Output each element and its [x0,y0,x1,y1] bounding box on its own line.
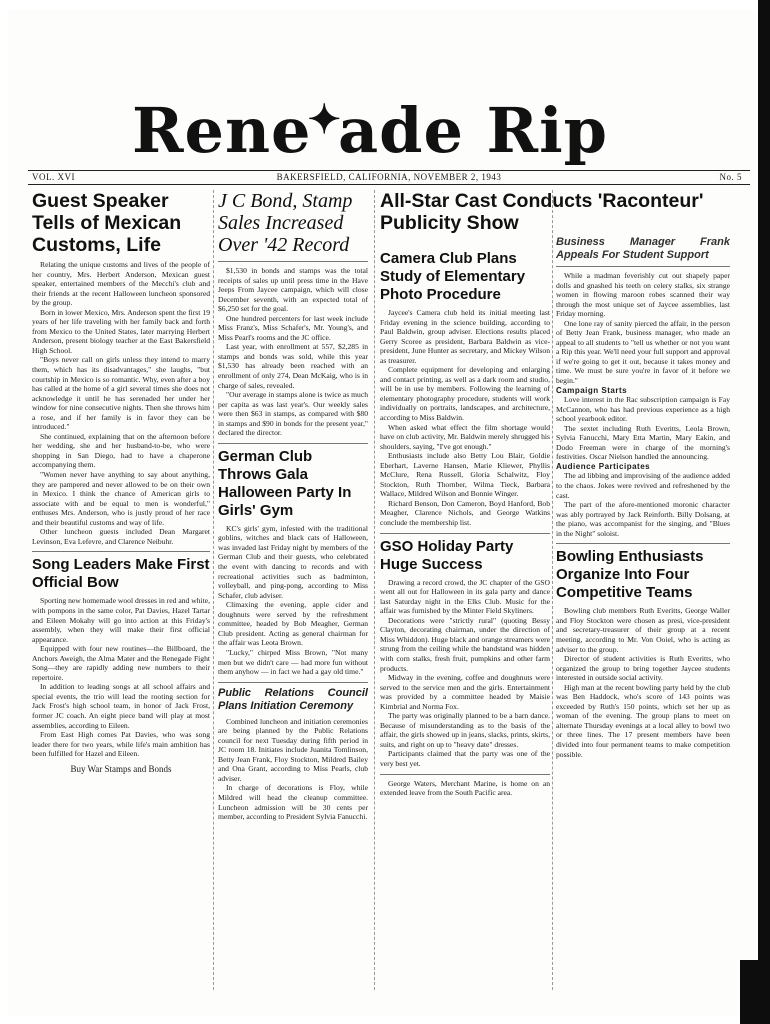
article-paragraph: Jaycee's Camera club held its initial meeting last Friday evening in the science building, according to Paul Baldwin, group adviser. Elections results placed Gerry Scoree as president, Barbara Baldwin as vice-president, June Hunter as secretary, and Mickey Wilson as treasurer. [380,308,550,365]
column-rule [213,190,214,990]
article-paragraph: When asked what effect the film shortage would have on club activity, Mr. Baldwin merely shrugged his shoulders, saying, "I've got enough." [380,422,550,451]
headline-bowling: Bowling Enthusiasts Organize Into Four Competitive Teams [556,548,704,602]
article-paragraph: One hundred percenters for last week include Miss Franz's, Miss Schafer's, Mr. Young's, and Miss Pearl's rooms and the JC office. [218,313,368,342]
article-paragraph: Climaxing the evening, apple cider and doughnuts were served by the refreshment committee, headed by Bob Meagher, German Club president. Acting as general chairman for the affair was Leota Brown. [218,600,368,648]
article-divider [380,774,550,775]
article-paragraph: "Our average in stamps alone is twice as much per capita as was last year's. Our weekly sales were then $63 in stamps, as compared with $80 in stamps and $90 in bonds for the present year," declared the director. [218,390,368,438]
headline-public-relations: Public Relations Council Plans Initiation Ceremony [218,686,368,712]
article-paragraph: KC's girls' gym, infested with the traditional goblins, witches and black cats of Halloween, was invaded last Friday night by members of the German Club and their guests, who celebrated the event with dancing to records and with recreational activities such as badminton, volleyball, and ping-pong, according to Miss Schafer, club adviser. [218,523,368,600]
scan-edge [758,0,770,1024]
column-rule [552,190,553,990]
article-paragraph: High man at the recent bowling party held by the club was Ben Haddock, who's score of 143 points was exceeded by Ruth's 150 points, which set her up as woman of the evening. The group plans to meet on alternate Thursday evenings at a local alley to bowl two or three lines. The 17 present members have been divided into four permanent teams to make competition possible. [556,682,730,759]
column-4 [556,236,730,759]
column-2 [218,190,368,822]
article-paragraph: The ad libbing and improvising of the audience added to the chaos. Jokes were revived and refreshened by the cast. [556,471,730,500]
issue-volume: VOL. XVI [32,172,75,182]
headline-bond-sales: J C Bond, Stamp Sales Increased Over '42 Record [218,190,353,256]
article-paragraph: "Women never have anything to say about anything, they are pampered and never allowed to be on their own in Mexico. I think the chance of American girls to associate with and be equal to men is wonderful," enthuses Mrs. Anderson, who is justly proud of her race and their beautiful customs and way of life. [32,470,210,527]
war-bonds-slogan: Buy War Stamps and Bonds [70,763,172,774]
issue-place-date: BAKERSFIELD, CALIFORNIA, NOVEMBER 2, 1943 [276,172,502,182]
headline-song-leaders: Song Leaders Make First Official Bow [32,556,210,592]
article-paragraph: Richard Benson, Don Cameron, Boyd Hanford, Bob Meagher, Clarence Nichols, and George Watkins conclude the membership list. [380,498,550,528]
article-paragraph: In addition to leading songs at all school affairs and special events, the trio will lead the rooting section for Jack Frost's high school team, in honor of Jack Frost, former JC coach. An eight piece band will play at most assemblies, according to Eileen. [32,682,210,730]
article-divider [380,533,550,534]
article-divider [556,266,730,267]
article-paragraph: Midway in the evening, coffee and doughnuts were served to the service men and the girls. Entertainment was provided by a committee headed by Maisie Kimbrial and Norma Fox. [380,673,550,711]
article-paragraph: $1,530 in bonds and stamps was the total receipts of sales up until press time in the Have Jeeps From Jaycee campaign, which will close December seventh, with an expected total of $6,250 set for the goal. [218,266,368,314]
masthead [40,94,700,167]
article-paragraph: In charge of decorations is Floy, while Mildred will head the cleanup committee. Luncheon admission will be 30 cents per member, according to President Sylvia Fanucchi. [218,783,368,822]
article-paragraph: Born in lower Mexico, Mrs. Anderson spent the first 19 years of her life traveling with her family back and forth from Mexico to the United States, later marrying Herbert Anderson, present biology teacher at the East Bakersfield High School. [32,307,210,355]
masthead-right: ade Rip [338,94,608,167]
article-paragraph: One lone ray of sanity pierced the affair, in the person of Betty Jean Frank, business manager, who made an appeal to all students to "tell us whether or not you want a Rip this year. We'll need your full support and approval if we're going to get it out, because it takes money and time. We must be sure you're in favor of it before we begin." [556,318,730,386]
column-rule [374,190,375,990]
subhead-business-manager: Business Manager Frank Appeals For Student Support [556,236,730,261]
article-paragraph: She continued, explaining that on the afternoon before her wedding, she and her husband-to-be, who were shopping in San Diego, had to have a chaperone accompanying them. [32,431,210,470]
scan-edge-bottom [740,960,770,1024]
article-divider [218,682,368,683]
issue-rule-top [28,170,750,171]
article-paragraph: While a madman feverishly cut out shapely paper dolls and gnashed his teeth on celery stalks, six strange women in flowing maroon robes scanned their way through the most unique set of Jaycee assemblies, last Friday morning. [556,271,730,319]
column-1 [32,190,210,774]
banner-headline-block [380,190,732,234]
masthead-left: Rene [131,94,312,167]
headline-gso-party: GSO Holiday Party Huge Success [380,537,514,573]
article-divider [218,261,368,262]
article-paragraph: Other luncheon guests included Dean Margaret Levinson, Eva Lefevre, and Clarence Neibuhr. [32,527,210,546]
article-paragraph: Sporting new homemade wool dresses in red and white, with pompons in the same color, Pat Davies, Hazel Tartar and Eileen Mokahy will go into action at this Friday's assembly, when they will make their first official appearance. [32,596,210,644]
article-divider [218,443,368,444]
section-label: Campaign Starts [556,385,628,395]
article-paragraph: Combined luncheon and initiation ceremonies are being planned by the Public Relations council for next Tuesday during fifth period in JC room 18. Initiates include Juanita Tomlinson, Betty Jean Frank, Floy Stockton, Mildred Bailey and Ona Grant, according to Miss Pearls, club adviser. [218,716,368,783]
headline-all-star-cast: All-Star Cast Conducts 'Raconteur' Publicity Show [380,190,704,234]
article-paragraph: Drawing a record crowd, the JC chapter of the GSO went all out for Halloween in its gala party and dance last Saturday night in the Elks Club. Music for the affair was furnished by the Minter Field Skyliners. [380,577,550,616]
headline-camera-club: Camera Club Plans Study of Elementary Photo Procedure [380,250,526,303]
article-divider [556,543,730,544]
article-paragraph: Last year, with enrollment at 557, $2,285 in stamps and bonds was sold, while this year $1,530 has already been reached with an enrollment of only 274, Dean McKaig, who is in charge of sales, revealed. [218,342,368,390]
issue-rule-bottom [28,184,750,185]
section-label: Audience Participates [556,461,651,471]
article-paragraph: From East High comes Pat Davies, who was song leader there for two years, while life's main ambition has been fulfilled for Hazel and Eileen. [32,730,210,759]
issue-line [32,172,746,184]
article-paragraph: Love interest in the Rac subscription campaign is Fay McCannon, who has had previous experience as a high school yearbook editor. [556,395,730,424]
headline-guest-speaker: Guest Speaker Tells of Mexican Customs, Life [32,190,182,256]
article-paragraph: Participants claimed that the party was one of the very best yet. [380,749,550,768]
article-paragraph: "Lucky," chirped Miss Brown, "Not many men but we didn't care — had more fun without them anyhow — in fact we had a gay old time." [218,647,368,677]
column-3 [380,250,550,798]
article-paragraph: Bowling club members Ruth Everitts, George Waller and Floy Stockton were chosen as presi, vice-president and secretary-treasurer of their group at a recent meeting, according to Mr. Von Ooiel, who is acting as adviser to the group. [556,606,730,654]
article-paragraph: The sextet including Ruth Everitts, Leola Brown, Sylvia Fanucchi, Mary Etta Martin, Mary Eakin, and Dodo Freeman were in charge of the morning's festivities. Oscar Nielson handled the announcing. [556,423,730,462]
article-divider [32,551,210,552]
article-paragraph: Relating the unique customs and lives of the people of her country, Mrs. Herbert Anderson, Mexican guest speaker, entertained members of the Mecchi's club and their friends at the recent Halloween luncheon sponsored by the group. [32,260,210,308]
article-paragraph: Decorations were "strictly rural" (quoting Bessy Clayton, decorating chairman, under the direction of Miss Whiddon). Huge black and orange streamers were strung from the ceiling while the bandstand was hidden with corn stalks, fresh fruit, pumpkins and other farm products. [380,615,550,673]
issue-number: No. 5 [719,172,742,182]
headline-german-club: German Club Throws Gala Halloween Party In Girls' Gym [218,447,352,519]
article-paragraph: The part of the afore-mentioned moronic character was ably portrayed by Jack Reinforth. Billy Dolsang, at the piano, was accompanist for the singing, and "Blues in the Night" soloist. [556,500,730,538]
article-paragraph: Enthusiasts include also Betty Lou Blair, Goldie Eberhart, Laverne Hansen, Marie Kliewer, Phyllis McClure, Rena Russell, Gloria Schalwitz, Floy Stockton, Ruth Thornber, Wilma Tieck, Barbara Wallace, Mildred Wilson and Bonnie Winger. [380,451,550,499]
article-paragraph: George Waters, Merchant Marine, is home on an extended leave from the South Pacific area. [380,778,550,798]
article-paragraph: The party was originally planned to be a barn dance. Because of misunderstanding as to the basis of the affair, the girls showed up in jeans, slacks, prints, skirts, suits, and right on up to "heavy date" dresses. [380,711,550,749]
article-paragraph: Director of student activities is Ruth Everitts, who organized the group to bring together Jaycee students interested in outside social activity. [556,654,730,683]
article-paragraph: Equipped with four new routines—the Billboard, the Anchors Aweigh, the Alma Mater and the Renegade Fight Song—they are rapidly adding new numbers to their repertoire. [32,644,210,682]
article-paragraph: Complete equipment for developing and enlarging and contact printing, as well as a dark room and studio, will be in use by members. Following the learning of elementary photography procedure, students will work individually on portraits, landscapes, and architecture, according to Miss Baldwin. [380,365,550,423]
masthead-crest-icon: ✦ [307,96,342,143]
article-paragraph: "Boys never call on girls unless they intend to marry them, which has its disadvantages," she laughs, "but courtship in Mexico is so romantic. Why, even after a boy has called at the home of a girl several times she does not acknowledge it until he has serenaded her under her window for nine consecutive nights. Then she throws him a rose, and if her family is in favor they can be introduced." [32,355,210,432]
